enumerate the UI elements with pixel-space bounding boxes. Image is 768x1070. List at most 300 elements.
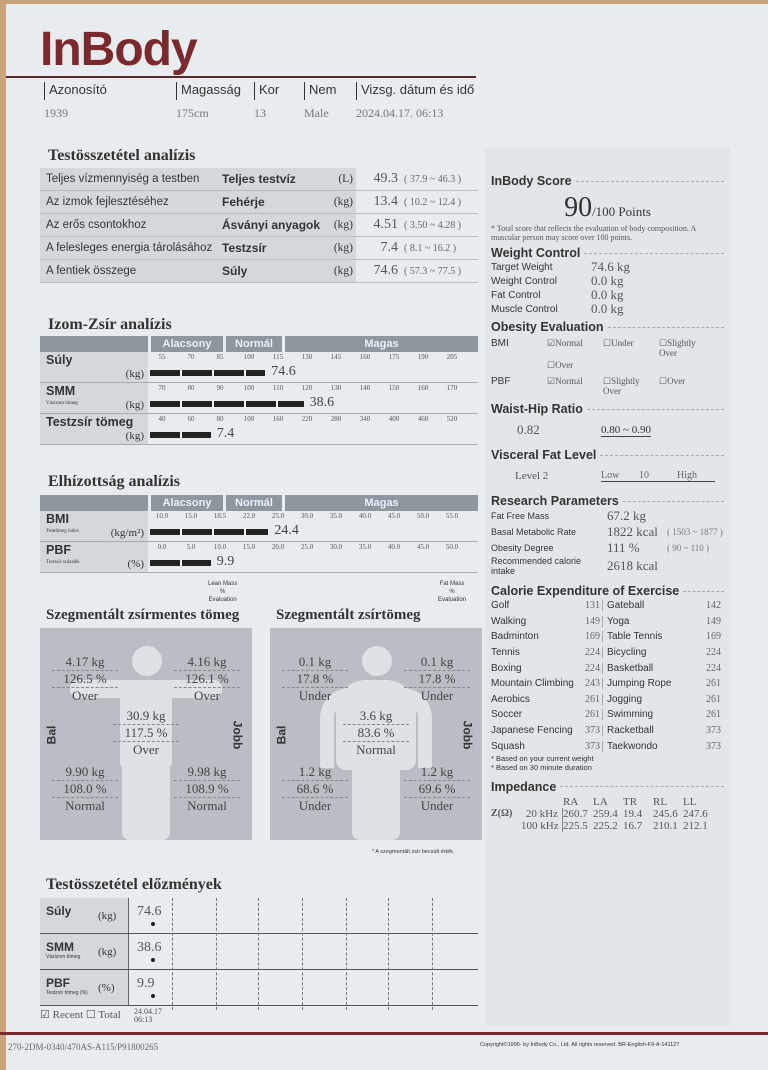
research-range: ( 1503 ~ 1877 ) xyxy=(667,527,723,537)
tick-label: 400 xyxy=(388,415,400,423)
eval-option[interactable]: ☑Normal xyxy=(547,376,583,386)
option-label: Over xyxy=(667,376,686,386)
segment-rl xyxy=(174,764,240,814)
tick-label: 55.0 xyxy=(445,512,459,520)
segment-value: 69.6 % xyxy=(404,781,470,798)
band-low: Alacsony xyxy=(151,336,223,352)
header-field xyxy=(44,82,107,121)
exercise-name: Badminton xyxy=(491,631,539,643)
tick-label: 40 xyxy=(158,415,166,423)
tick-label: 190 xyxy=(417,353,429,361)
tick-label: 90 xyxy=(216,384,224,392)
score xyxy=(491,192,724,224)
history-name: SMM xyxy=(46,940,74,954)
bar-row xyxy=(40,511,478,542)
eval-option[interactable]: ☐Over xyxy=(659,376,686,386)
recent-checkbox[interactable]: ☑ Recent ☐ Total xyxy=(40,1009,121,1021)
option-label: Normal xyxy=(555,376,583,386)
wc-label: Weight Control xyxy=(491,275,557,287)
tick-label: 22.0 xyxy=(242,512,256,520)
history-gridline xyxy=(302,898,303,1010)
exercise-kcal: 373 xyxy=(706,725,721,737)
tick-label: 70 xyxy=(158,384,166,392)
option-label: Slightly Over xyxy=(659,338,696,358)
history-name: PBF xyxy=(46,976,70,990)
history-gridline xyxy=(432,898,433,1010)
research-row xyxy=(491,556,724,576)
tick-label: 220 xyxy=(301,415,313,423)
composition-name: Ásványi anyagok xyxy=(222,214,326,236)
history-label xyxy=(40,898,128,933)
composition-desc: Teljes vízmennyiség a testben xyxy=(40,168,222,190)
history-gridline xyxy=(388,898,389,1010)
composition-name: Súly xyxy=(222,260,326,282)
segment-value: 9.90 kg xyxy=(52,764,118,781)
segment-value: 108.9 % xyxy=(174,781,240,798)
tick-label: 150 xyxy=(388,384,400,392)
research-range: ( 90 ~ 110 ) xyxy=(667,543,710,553)
exercise-name: Japanese Fencing xyxy=(491,725,573,737)
exercise-row xyxy=(491,645,724,661)
composition-desc: A felesleges energia tárolásához xyxy=(40,237,222,259)
eval-option[interactable]: ☐Slightly Over xyxy=(603,376,640,396)
time: 06:13 xyxy=(134,1015,153,1024)
visceral-value: Level 2 xyxy=(515,470,549,482)
field-label: Nem xyxy=(304,82,336,100)
exercise-name: Jumping Rope xyxy=(607,678,672,690)
tick-label: 40.0 xyxy=(358,512,372,520)
exercise-name: Squash xyxy=(491,740,525,752)
history-unit: (kg) xyxy=(98,910,117,922)
segment_lean-title: Szegmentált zsírmentes tömeg xyxy=(46,607,240,623)
bar-sublabel: Vázizom tömeg xyxy=(46,401,78,406)
tick-label: 10.0 xyxy=(213,543,227,551)
bar-value: 7.4 xyxy=(216,426,235,441)
exercise-row xyxy=(491,614,724,630)
wc-value: 74.6 kg xyxy=(591,259,630,274)
history-date xyxy=(128,1008,162,1024)
composition-desc: Az izmok fejlesztéséhez xyxy=(40,191,222,213)
eval-option[interactable]: ☐Slightly Over xyxy=(659,338,696,358)
band-spacer xyxy=(40,495,148,511)
composition-desc: Az erős csontokhoz xyxy=(40,214,222,236)
bar-row xyxy=(40,383,478,414)
tick-label: 35.0 xyxy=(329,512,343,520)
wc-label: Fat Control xyxy=(491,289,541,301)
right-panel xyxy=(485,148,730,1026)
composition-value: 7.4 xyxy=(380,240,398,255)
bar-label: SMM xyxy=(46,384,76,398)
exercise-row xyxy=(491,676,724,692)
exercise-kcal: 224 xyxy=(706,647,721,659)
history-value: 38.6 xyxy=(128,934,178,969)
tick-label: 160 xyxy=(272,415,284,423)
tick-label: 25.0 xyxy=(271,512,285,520)
bar-label: Súly xyxy=(46,353,73,367)
bar-row xyxy=(40,542,478,573)
header-field xyxy=(356,82,474,121)
composition-range: ( 8.1 ~ 16.2 ) xyxy=(404,242,457,254)
band-spacer xyxy=(40,336,148,352)
option-label: Under xyxy=(611,338,634,348)
history-gridline xyxy=(172,898,173,1010)
research-row xyxy=(491,508,724,524)
tick-label: 340 xyxy=(359,415,371,423)
segment-value: 1.2 kg xyxy=(404,764,470,781)
exercise-kcal: 373 xyxy=(579,741,603,752)
tick-label: 160 xyxy=(359,353,371,361)
tick-label: 100 xyxy=(243,415,255,423)
tick-label: 120 xyxy=(301,384,313,392)
composition-name: Teljes testvíz xyxy=(222,168,326,190)
segment-value: 83.6 % xyxy=(343,725,409,742)
research-value: 1822 kcal xyxy=(607,524,658,539)
bar-row xyxy=(40,414,478,445)
visceral-high: High xyxy=(677,470,715,482)
bar-value: 38.6 xyxy=(309,395,335,410)
composition-row xyxy=(40,191,478,214)
exercise-kcal: 149 xyxy=(579,616,603,627)
segment-value: 0.1 kg xyxy=(282,654,348,671)
research-row xyxy=(491,540,724,556)
segment-value: 126.5 % xyxy=(52,671,118,688)
whr-row xyxy=(491,416,724,444)
history-table xyxy=(40,898,478,1024)
field-value: Male xyxy=(304,106,329,120)
legend-item: % xyxy=(220,589,226,595)
exercise-kcal: 142 xyxy=(706,600,721,612)
tick-label: 10.0 xyxy=(155,512,169,520)
obesity-title: Elhízottság analízis xyxy=(48,473,181,490)
history-row xyxy=(40,934,478,970)
tick-label: 520 xyxy=(446,415,458,423)
history-gridline xyxy=(216,898,217,1010)
exercise-row xyxy=(491,598,724,614)
impedance-value: 247.6 xyxy=(683,807,708,820)
footer-code: 270-2DM-0340/470AS-A115/P91800265 xyxy=(8,1042,159,1052)
impedance-col: LA xyxy=(593,795,608,808)
exercise-name: Yoga xyxy=(607,615,630,627)
band-normal: Normál xyxy=(226,495,282,511)
composition-row xyxy=(40,237,478,260)
option-label: Over xyxy=(555,360,574,370)
whr-title: Waist-Hip Ratio xyxy=(491,402,724,416)
band-high: Magas xyxy=(285,495,478,511)
side-left: Bal xyxy=(44,725,59,745)
option-label: Normal xyxy=(555,338,583,348)
impedance-value: 19.4 xyxy=(623,807,643,820)
exercise-kcal: 261 xyxy=(706,693,721,705)
impedance-col: RL xyxy=(653,795,668,808)
research-value: 2618 kcal xyxy=(607,558,658,573)
value-bar xyxy=(150,432,211,438)
date: 24.04.17 xyxy=(134,1007,162,1016)
history-footer xyxy=(40,1006,478,1024)
impedance-value: 16.7 xyxy=(623,819,643,832)
history-unit: (kg) xyxy=(98,946,117,958)
exercise-name: Aerobics xyxy=(491,693,530,705)
bar-unit: (kg) xyxy=(125,368,144,380)
whr-value: 0.82 xyxy=(517,422,540,437)
composition-unit: (kg) xyxy=(326,237,356,259)
score-value: 90 xyxy=(564,192,593,223)
exercise-row xyxy=(491,738,724,754)
exercise-kcal: 224 xyxy=(706,662,721,674)
header-divider xyxy=(6,76,476,78)
research-label: Fat Free Mass xyxy=(491,511,550,521)
tick-label: 170 xyxy=(446,384,458,392)
tick-label: 85 xyxy=(216,353,224,361)
bar-sublabel: Testzsír százalék xyxy=(46,560,80,565)
segment-value: 4.17 kg xyxy=(52,654,118,671)
bar-value: 24.4 xyxy=(274,523,299,538)
research-value: 67.2 kg xyxy=(607,508,646,523)
segment-value: Normal xyxy=(65,798,105,813)
tick-label: 20.0 xyxy=(271,543,285,551)
composition-name: Fehérje xyxy=(222,191,326,213)
segment-note: * A szegmentált zsír becsült érték xyxy=(372,849,454,855)
segment-value: 9.98 kg xyxy=(174,764,240,781)
segment-la xyxy=(282,654,348,704)
side-right: Jobb xyxy=(230,720,245,750)
exercise-title: Calorie Expenditure of Exercise xyxy=(491,584,724,598)
segment-value: 0.1 kg xyxy=(404,654,470,671)
segment_fat-legend xyxy=(438,580,466,604)
bar-unit: (kg) xyxy=(125,430,144,442)
impedance-z xyxy=(491,820,521,832)
history-gridline xyxy=(258,898,259,1010)
segment-value: Under xyxy=(420,688,454,703)
exercise-kcal: 243 xyxy=(579,678,603,689)
exercise-name: Basketball xyxy=(607,662,654,674)
tick-label: 460 xyxy=(417,415,429,423)
segment-la xyxy=(52,654,118,704)
history-value: 74.6 xyxy=(128,898,178,933)
band-high: Magas xyxy=(285,336,478,352)
tick-label: 18.5 xyxy=(213,512,227,520)
obesity-eval-pbf xyxy=(491,376,724,396)
body-head xyxy=(132,646,162,676)
impedance-table xyxy=(491,796,724,832)
tick-label: 50.0 xyxy=(416,512,430,520)
value-bar xyxy=(150,370,265,376)
history-label xyxy=(40,970,128,1005)
segment-tr xyxy=(343,708,409,758)
tick-label: 175 xyxy=(388,353,400,361)
recent-label: Recent xyxy=(52,1009,84,1021)
muscle-fat-title: Izom-Zsír analízis xyxy=(48,316,172,333)
history-row xyxy=(40,970,478,1006)
composition-row xyxy=(40,260,478,283)
tick-label: 60 xyxy=(187,415,195,423)
exercise-kcal: 261 xyxy=(579,709,603,720)
total-checkbox[interactable]: ☐ xyxy=(83,1009,99,1021)
tick-label: 15.0 xyxy=(184,512,198,520)
impedance-z: Z(Ω) xyxy=(491,807,513,819)
score-suffix: /100 Points xyxy=(592,204,651,219)
exercise-kcal: 131 xyxy=(579,600,603,611)
history-title: Testösszetétel előzmények xyxy=(46,876,222,893)
segment-ll xyxy=(52,764,118,814)
segment-ll xyxy=(282,764,348,814)
whr-range: 0.80 ~ 0.90 xyxy=(601,423,651,436)
eval-options xyxy=(547,376,717,396)
wc-value: 0.0 kg xyxy=(591,301,624,316)
segment-value: 117.5 % xyxy=(113,725,179,742)
exercise-name: Table Tennis xyxy=(607,631,663,643)
impedance-value: 225.5 xyxy=(563,819,588,832)
history-name: Súly xyxy=(46,904,72,918)
tick-label: 280 xyxy=(330,415,342,423)
visceral-low: Low xyxy=(601,470,639,482)
legend-item: Evaluation xyxy=(438,597,467,603)
composition-unit: (kg) xyxy=(326,214,356,236)
composition-value: 49.3 xyxy=(373,171,398,186)
impedance-freq: 100 kHz xyxy=(521,820,563,832)
bar-row xyxy=(40,352,478,383)
body-legs xyxy=(352,768,400,840)
segment-value: 68.6 % xyxy=(282,781,348,798)
segment-value: 4.16 kg xyxy=(174,654,240,671)
tick-label: 30.0 xyxy=(300,512,314,520)
segment-value: 1.2 kg xyxy=(282,764,348,781)
bar-unit: (kg) xyxy=(125,399,144,411)
exercise-name: Racketball xyxy=(607,725,654,737)
history-row xyxy=(40,898,478,934)
tick-label: 15.0 xyxy=(242,543,256,551)
field-label: Magasság xyxy=(176,82,241,100)
composition-value: 74.6 xyxy=(373,263,398,278)
tick-label: 35.0 xyxy=(358,543,372,551)
eval-option[interactable]: ☐Under xyxy=(603,338,634,348)
exercise-row xyxy=(491,707,724,723)
exercise-note: * Based on your current weight xyxy=(491,753,594,763)
impedance-col: LL xyxy=(683,795,697,808)
field-value: 175cm xyxy=(176,106,209,120)
tick-label: 0.0 xyxy=(157,543,167,551)
composition-desc: A fentiek összege xyxy=(40,260,222,282)
exercise-name: Taekwondo xyxy=(607,740,658,752)
exercise-name: Golf xyxy=(491,600,510,612)
composition-unit: (kg) xyxy=(326,260,356,282)
weight-control-row xyxy=(491,288,724,302)
side-left: Bal xyxy=(274,725,289,745)
field-label: Vizsg. dátum és idő xyxy=(356,82,474,100)
research-title: Research Parameters xyxy=(491,494,724,508)
impedance-col: TR xyxy=(623,795,638,808)
tick-label: 40.0 xyxy=(387,543,401,551)
composition-unit: (kg) xyxy=(326,191,356,213)
bar-unit: (kg/m²) xyxy=(110,527,144,539)
impedance-value: 260.7 xyxy=(563,807,588,820)
composition-unit: (L) xyxy=(326,168,356,190)
bar-unit: (%) xyxy=(127,558,144,570)
impedance-value: 210.1 xyxy=(653,819,678,832)
impedance-value: 225.2 xyxy=(593,819,618,832)
composition-value: 13.4 xyxy=(373,194,398,209)
footer-divider xyxy=(0,1032,768,1035)
exercise-kcal: 224 xyxy=(579,663,603,674)
tick-label: 130 xyxy=(301,353,313,361)
tick-label: 45.0 xyxy=(416,543,430,551)
tick-label: 110 xyxy=(272,384,284,392)
tick-label: 25.0 xyxy=(300,543,314,551)
range-band xyxy=(40,336,478,352)
impedance-value: 245.6 xyxy=(653,807,678,820)
exercise-kcal: 373 xyxy=(706,740,721,752)
impedance-freq: 20 kHz xyxy=(521,808,563,820)
impedance-title: Impedance xyxy=(491,780,724,794)
exercise-note: * Based on 30 minute duration xyxy=(491,762,592,772)
eval-option[interactable]: ☑Normal xyxy=(547,338,583,348)
tick-label: 30.0 xyxy=(329,543,343,551)
segment-lean-diagram xyxy=(40,628,252,840)
composition-range: ( 10.2 ~ 12.4 ) xyxy=(404,196,462,208)
tick-label: 205 xyxy=(446,353,458,361)
impedance-value: 259.4 xyxy=(593,807,618,820)
impedance-row xyxy=(491,820,724,832)
obesity-eval-title: Obesity Evaluation xyxy=(491,320,724,334)
tick-label: 50.0 xyxy=(445,543,459,551)
field-label: Azonosító xyxy=(44,82,107,100)
wc-label: Muscle Control xyxy=(491,303,558,315)
wc-value: 0.0 kg xyxy=(591,273,624,288)
exercise-row xyxy=(491,629,724,645)
segment-value: Normal xyxy=(187,798,227,813)
exercise-name: Mountain Climbing xyxy=(491,678,574,690)
exercise-row xyxy=(491,723,724,739)
eval-label: PBF xyxy=(491,376,511,387)
eval-label: BMI xyxy=(491,338,509,349)
side-right: Jobb xyxy=(460,720,475,750)
field-value: 2024.04.17. 06:13 xyxy=(356,106,444,120)
exercise-name: Boxing xyxy=(491,662,522,674)
segment-ra xyxy=(404,654,470,704)
exercise-name: Swimming xyxy=(607,709,654,721)
tick-label: 115 xyxy=(272,353,284,361)
exercise-kcal: 169 xyxy=(706,631,721,643)
obesity-chart xyxy=(40,495,478,573)
history-sub: Testzsír tömeg (%) xyxy=(46,990,88,996)
field-value: 13 xyxy=(254,106,266,120)
history-unit: (%) xyxy=(98,982,115,994)
history-value: 9.9 xyxy=(128,970,178,1005)
value-bar xyxy=(150,560,211,566)
exercise-name: Tennis xyxy=(491,647,520,659)
research-label: Basal Metabolic Rate xyxy=(491,527,577,537)
segment-value: Under xyxy=(298,798,332,813)
eval-option[interactable]: ☐Over xyxy=(547,360,574,370)
bar-label: Testzsír tömeg xyxy=(46,415,134,429)
obesity-eval-bmi xyxy=(491,338,724,370)
bar-label: BMI xyxy=(46,512,69,526)
tick-label: 5.0 xyxy=(186,543,196,551)
eval-options xyxy=(547,338,717,370)
tick-label: 145 xyxy=(330,353,342,361)
header-field xyxy=(304,82,336,121)
value-bar xyxy=(150,401,304,407)
composition-name: Testzsír xyxy=(222,237,326,259)
muscle-fat-chart xyxy=(40,336,478,445)
research-label: Recommended calorie intake xyxy=(491,556,582,576)
value-bar xyxy=(150,529,268,535)
legend-item: Lean Mass xyxy=(208,581,238,587)
segment-rl xyxy=(404,764,470,814)
composition-range: ( 3.50 ~ 4.28 ) xyxy=(404,219,462,231)
exercise-name: Gateball xyxy=(607,600,645,612)
band-low: Alacsony xyxy=(151,495,223,511)
segment-value: 3.6 kg xyxy=(343,708,409,725)
